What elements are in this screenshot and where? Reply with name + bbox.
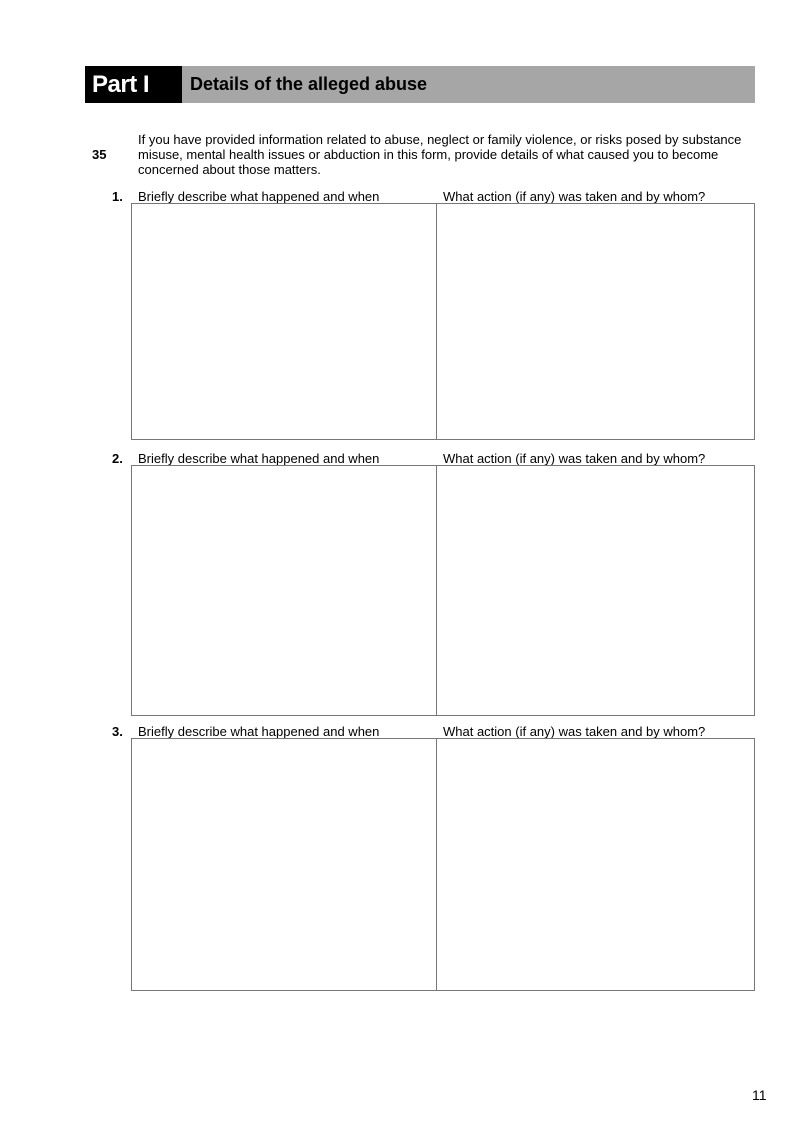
entry-number: 2. bbox=[112, 451, 123, 466]
entry-boxes bbox=[131, 203, 755, 440]
action-taken-label: What action (if any) was taken and by whom? bbox=[443, 189, 706, 204]
entry-boxes bbox=[131, 738, 755, 991]
part-title: Details of the alleged abuse bbox=[190, 74, 428, 94]
what-happened-field[interactable] bbox=[132, 466, 437, 715]
what-happened-field[interactable] bbox=[132, 204, 437, 439]
entry-number: 1. bbox=[112, 189, 123, 204]
entry-1 bbox=[108, 189, 755, 441]
what-happened-field[interactable] bbox=[132, 739, 437, 990]
action-taken-label: What action (if any) was taken and by whom? bbox=[443, 724, 706, 739]
action-taken-field[interactable] bbox=[437, 739, 754, 990]
question-text: If you have provided information related to abuse, neglect or family violence, or risks posed by substance misuse, mental health issues or abduction in this form, provide details of what caused you to become concerned about those matters. bbox=[138, 132, 742, 177]
what-happened-label: Briefly describe what happened and when bbox=[138, 189, 380, 204]
part-header bbox=[85, 66, 755, 103]
entry-boxes bbox=[131, 465, 755, 716]
page-number: 11 bbox=[752, 1087, 767, 1103]
action-taken-field[interactable] bbox=[437, 466, 754, 715]
entry-3 bbox=[108, 724, 755, 992]
entry-2 bbox=[108, 451, 755, 716]
entry-number: 3. bbox=[112, 724, 123, 739]
action-taken-field[interactable] bbox=[437, 204, 754, 439]
action-taken-label: What action (if any) was taken and by whom? bbox=[443, 451, 706, 466]
what-happened-label: Briefly describe what happened and when bbox=[138, 451, 380, 466]
what-happened-label: Briefly describe what happened and when bbox=[138, 724, 380, 739]
question-number: 35 bbox=[92, 147, 107, 162]
part-label: Part I bbox=[85, 66, 182, 103]
